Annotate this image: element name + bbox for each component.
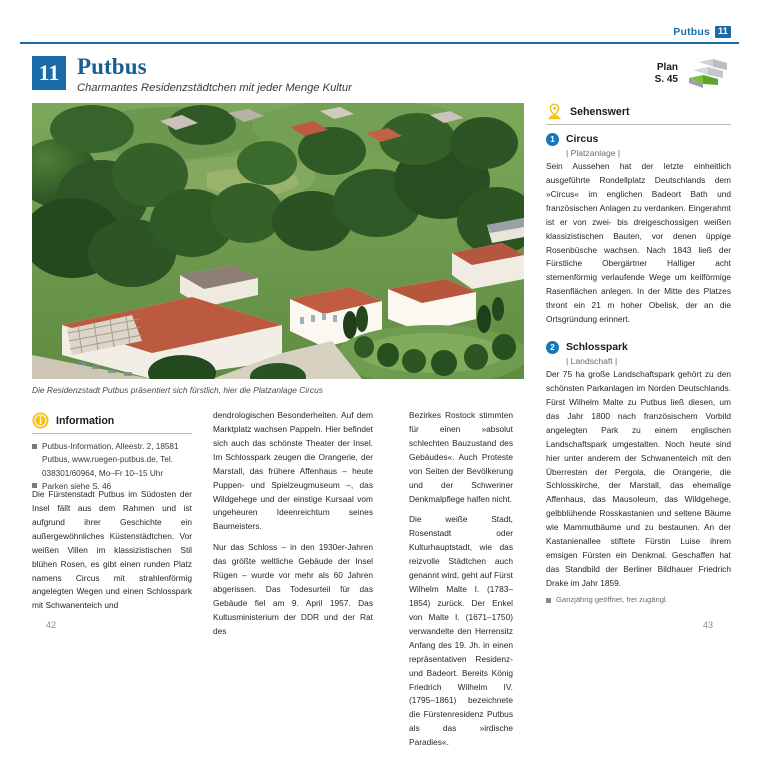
information-entry-text: Putbus-Information, Alleestr. 2, 18581 Putbus, www.ruegen-putbus.de, Tel. 038301/60964, Mo–Fr 10–15 Uhr xyxy=(42,442,179,478)
poi-entry-schlosspark[interactable] xyxy=(546,341,731,604)
sights-sidebar xyxy=(546,103,731,607)
chapter-number-box: 11 xyxy=(32,56,66,90)
plan-page-ref: S. 45 xyxy=(654,74,678,85)
photo-caption: Die Residenzstadt Putbus präsentiert sich fürstlich, hier die Platzanlage Circus xyxy=(32,385,323,395)
poi-name: Circus xyxy=(566,134,599,145)
information-box xyxy=(32,412,192,493)
plan-label: Plan xyxy=(656,61,678,73)
sights-sidebar-divider xyxy=(546,124,731,125)
sights-sidebar-title: Sehenswert xyxy=(570,105,630,118)
header-rule xyxy=(20,42,739,44)
body-column-2 xyxy=(213,409,373,646)
body-column-3 xyxy=(409,409,513,757)
plan-reference[interactable] xyxy=(655,58,731,90)
body-paragraph: Bezirkes Rostock stimmten für einen »absolut schlechten Bauzustand des Gebäudes«. Auch Proteste von Seiten der Bevölkerung und der Schweriner Denkmalpflege halfen nicht. xyxy=(409,410,513,504)
page-title: Putbus xyxy=(77,54,147,79)
body-paragraph: Die weiße Stadt, Rosenstadt oder Kulturhauptstadt, wie das reizvolle Städtchen auch genannt wird, geht auf Fürst Wilhelm Malte I. (1783–1854) zurück. Der Enkel von Malte I. (1671–1750) verwandelte den Herrensitz Anfang des 19. Jh. in einen repräsentativen Residenz- und Badeort. Bereits König Friedrich Wilhelm IV. (1795–1861) bezeichnete die Fürstenresidenz Putbus als das »irdische Paradies«. xyxy=(409,514,513,748)
poi-description: Sein Aussehen hat der letzte einheitlich ausgeführte Rondellplatz Deutschlands dem »Circus« im englichen Badeort Bath und französischen Anlagen zu verdanken. Eingerahmt ist er von zwei- bis dreigeschossigen weißen klassizistischen Bauten, vor denen üppige Rosenbüsche wachsen. Nach 1843 ließ der Fürstliche Obergärtner Halliger acht sternenförmig verlaufende Wege um keilförmige Rasenflächen anlegen. In der Mitte des Platzes thront ein 21 m hoher Obelisk, der an die Ortsgründung erinnert. xyxy=(546,161,731,325)
poi-description: Der 75 ha große Landschaftspark gehört zu den schönsten Parkanlagen im Norden Deutschlands. Fürst Wilhelm Malte zu Putbus ließ diesen, um das Jahr 1800 nach französischem Vorbild angelegten Park zu einem englischen Landschaftspark umgestalten. Noch heute sind hier unter anderem der Schwanenteich mit den Überresten der Pergola, die Orangerie, die Schlosskirche, der Marstall, das ehemalige Affenhaus, das Mausoleum, das Wildgehege, gelbblühende Rosskastanien und seltene Bäume wie Mammutbäume und zu bestaunen. An der Kastanienallee stiftete Fürstin Luise ihrem emsigen Fürsten ein Denkmal. Geschaffen hat das Standbild der Berliner Bildhauer Friedrich Drake im Jahr 1859. xyxy=(546,369,731,588)
aerial-view-putbus-illustration xyxy=(32,103,524,379)
bullet-square-icon xyxy=(32,444,37,449)
poi-category: | Landschaft | xyxy=(566,355,618,366)
poi-opening-note-text: Ganzjährig geöffnet, frei zugängl. xyxy=(556,594,668,604)
info-circle-icon xyxy=(32,412,49,429)
body-paragraph: Die Fürstenstadt Putbus im Südosten der Insel fällt aus dem Rahmen und ist aufgrund ihrer Geschichte ein außergewöhnliches Küstenstädtchen. Vor weißen Villen im klassizistischen Stil blühen Rosen, es gibt einen runden Platz namens Circus mit strahlenförmig angelegten Wegen und einen Schlosspark mit Schwanenteich und xyxy=(32,489,192,611)
page-subtitle: Charmantes Residenzstädtchen mit jeder Menge Kultur xyxy=(77,82,352,95)
body-column-1 xyxy=(32,488,192,620)
poi-entry-circus[interactable] xyxy=(546,133,731,327)
running-head-chapter-badge: 11 xyxy=(715,26,731,38)
poi-number-badge: 1 xyxy=(546,133,559,146)
page-title-block xyxy=(32,55,352,94)
information-entry xyxy=(32,440,192,480)
running-head-title: Putbus xyxy=(673,26,711,38)
poi-spacer xyxy=(546,330,731,341)
map-plan-icon xyxy=(687,58,731,90)
poi-category: | Platzanlage | xyxy=(566,147,621,158)
information-box-divider xyxy=(32,433,192,434)
folio-left: 42 xyxy=(46,620,57,630)
body-paragraph: dendrologischen Besonderheiten. Auf dem Marktplatz wachsen Pappeln. Hier befindet sich auch das schönste Theater der Insel. Im Schlosspark zeugen die Orangerie, der Marstall, das frühere Affenhaus – heute Puppen- und Spielzeugmuseum –, das Wildgehege und der einstige Kursaal vom ungeheuren Ideenreichtum seines Baumeisters. xyxy=(213,410,373,532)
information-box-title: Information xyxy=(56,414,115,427)
body-paragraph: Nur das Schloss – in den 1930er-Jahren das größte weltliche Gebäude der Insel Rügen – wurde vor mehr als 60 Jahren abgerissen. Das Todesurteil für das Gebäude fiel am 9. April 1957. Das Kultusministerium der DDR und der Rat des xyxy=(213,542,373,636)
poi-number-badge: 2 xyxy=(546,341,559,354)
hero-photo xyxy=(32,103,524,379)
bullet-square-icon xyxy=(546,598,551,603)
map-pin-icon xyxy=(546,103,563,120)
information-entry-text: Parken siehe S. 46 xyxy=(42,481,112,491)
folio-right: 43 xyxy=(702,620,713,630)
running-head xyxy=(673,26,731,38)
poi-opening-note xyxy=(546,595,731,604)
poi-name: Schlosspark xyxy=(566,342,628,354)
